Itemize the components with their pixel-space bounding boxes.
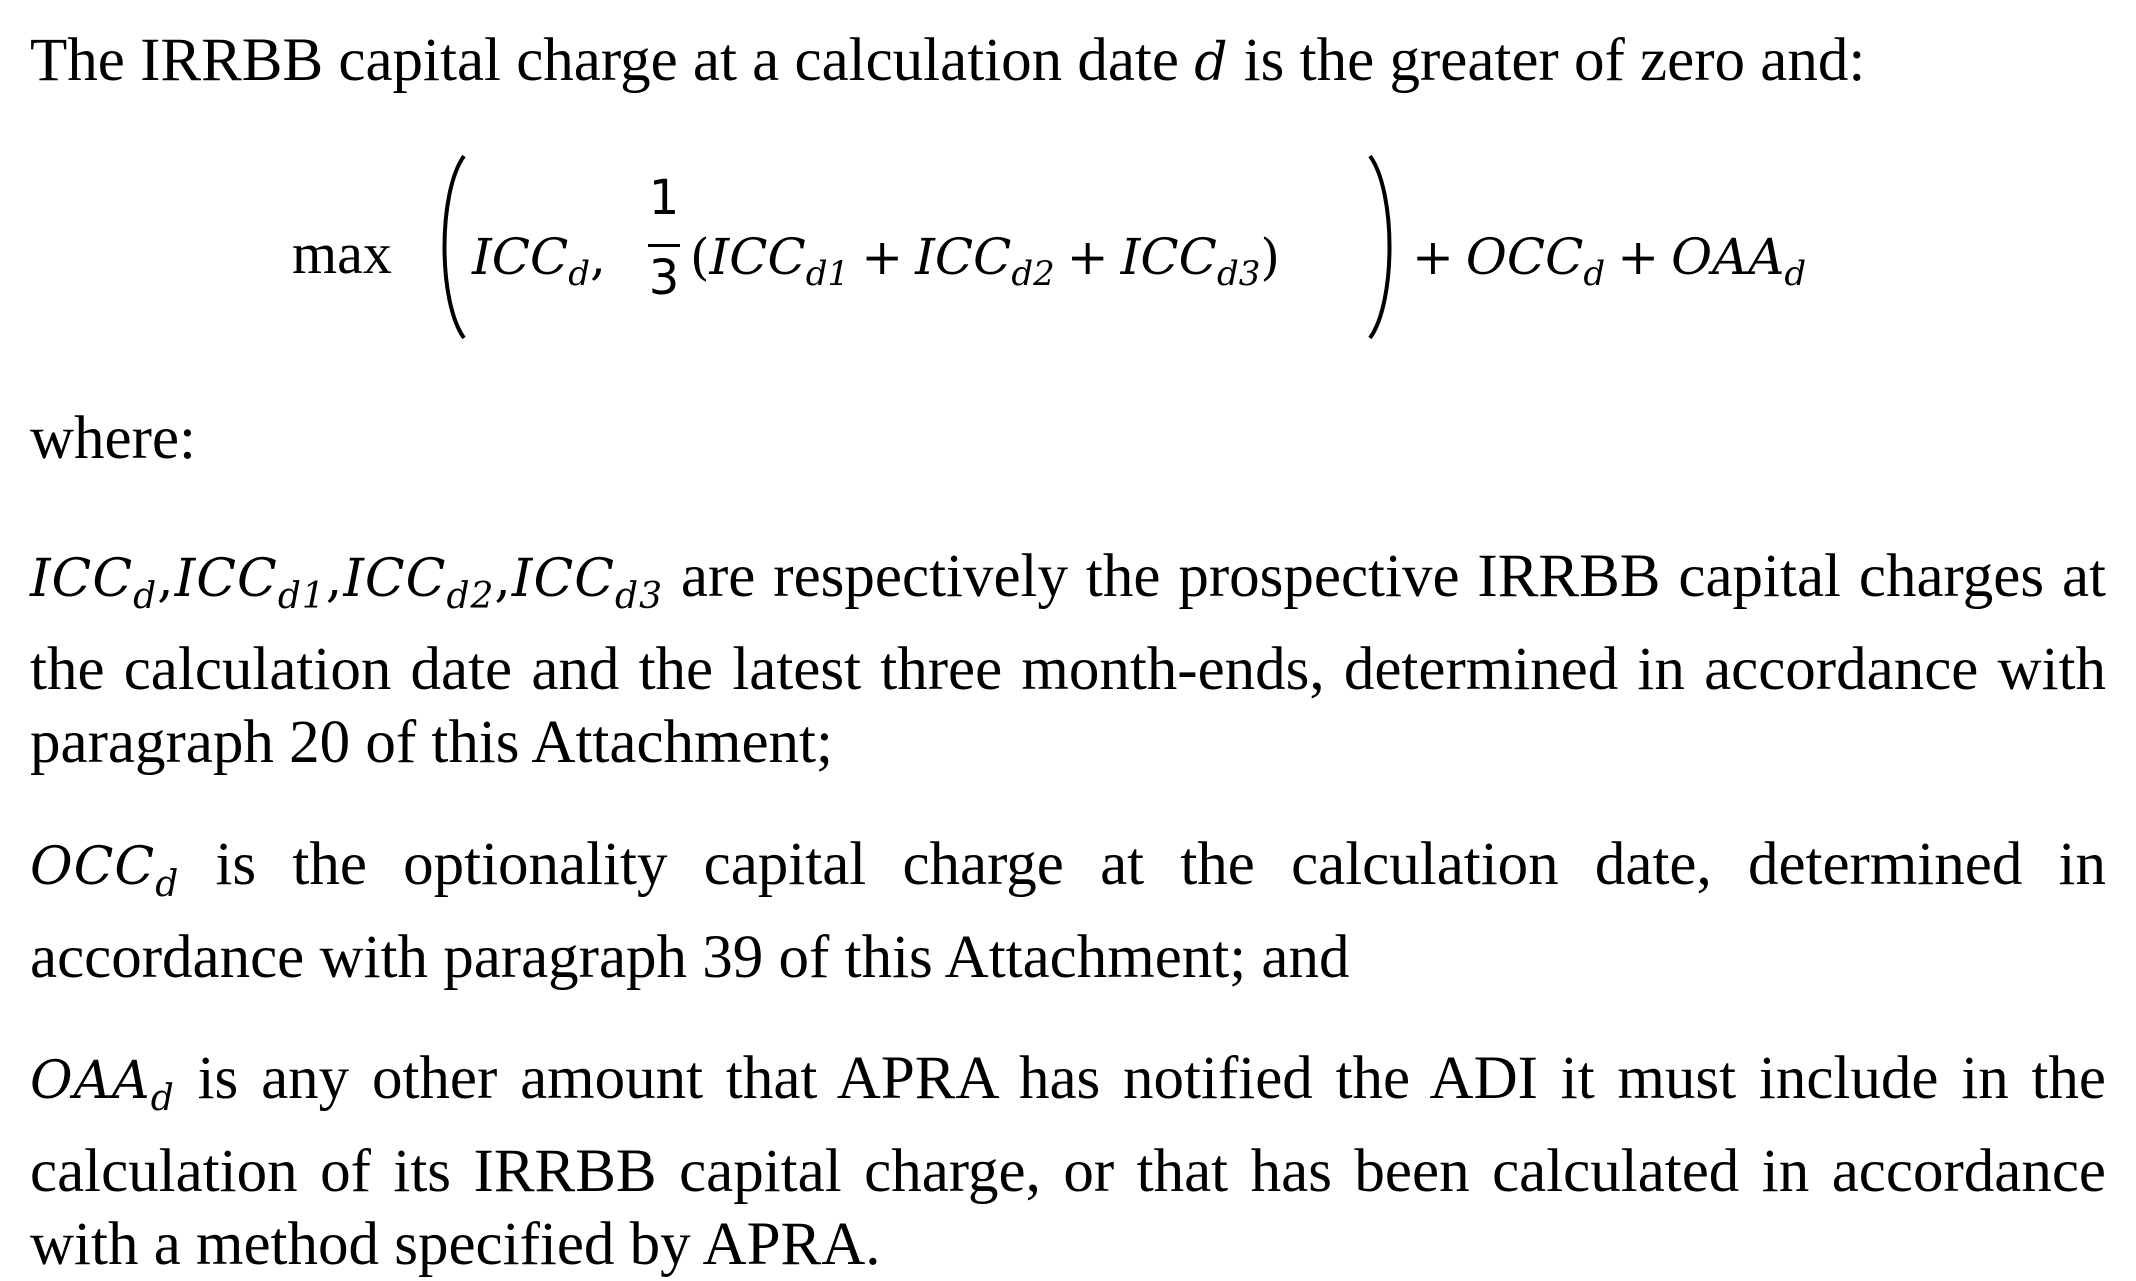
formula-left-big-paren — [430, 152, 470, 342]
where-label: where: — [30, 405, 196, 472]
document-page — [30, 0, 2107, 1278]
fraction-denominator: 3 — [648, 250, 680, 306]
formula-max: max — [292, 221, 392, 286]
definition-oaa — [30, 1042, 2106, 1281]
formula-occ-oaa-terms: + $OCC_d + OAA_d$ — [1412, 228, 1807, 294]
formula-sum-term: $(ICC_{d1} + ICC_{d2} + ICC_{d3})$ — [690, 228, 1280, 294]
intro-tail: is the greater of zero and: — [1243, 27, 1866, 94]
occ-definition-text: is the optionality capital charge at the calculation date, determined in accordance with paragraph 39 of this Attachment; and — [30, 831, 2106, 991]
formula-right-big-paren — [1364, 152, 1404, 342]
definition-occ — [30, 828, 2106, 994]
fraction-bar — [648, 244, 680, 247]
intro-text: The IRRBB capital charge at a calculation date — [30, 27, 1179, 94]
intro-sentence — [30, 24, 1865, 100]
oaa-symbol: $OAA_d$ — [30, 1051, 175, 1119]
formula-icc-d: $ICC_d$, — [472, 228, 606, 294]
definition-icc — [30, 540, 2106, 779]
fraction-numerator: 1 — [648, 170, 680, 226]
oaa-definition-text: is any other amount that APRA has notified the ADI it must include in the calculation of its IRRBB capital charge, or that has been calculated in accordance with a method specified by APRA. — [30, 1045, 2107, 1278]
occ-symbol: $OCC_d$ — [30, 837, 180, 905]
icc-definition-text: are respectively the prospective IRRBB capital charges at the calculation date and the latest three month-ends, determined in accordance with paragraph 20 of this Attachment; — [30, 543, 2106, 776]
intro-variable: d — [1194, 33, 1229, 93]
icc-symbols: $ICC_d,ICC_{d1},ICC_{d2},ICC_{d3}$ — [30, 549, 663, 617]
